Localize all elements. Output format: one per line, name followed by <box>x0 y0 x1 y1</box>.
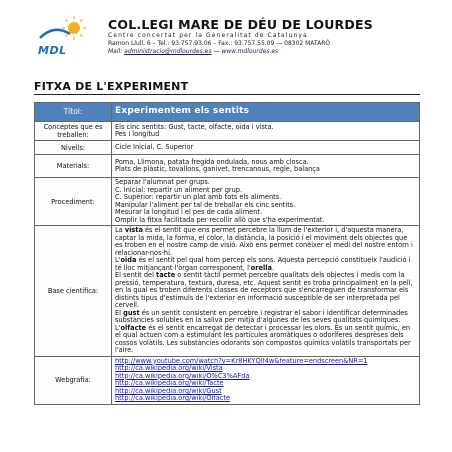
mail-label: Mail: <box>108 48 123 55</box>
levels-label: Nivells: <box>35 141 112 155</box>
school-name: COL.LEGI MARE DE DÉU DE LOURDES <box>108 17 373 32</box>
title-value: Experimentem els sentits <box>112 103 420 122</box>
website-link[interactable]: www.mdlourdes.es <box>221 48 279 55</box>
science-label: Base científica: <box>35 226 112 357</box>
table-row-title <box>35 103 420 122</box>
school-logo-icon <box>34 14 96 62</box>
table-row-materials <box>35 155 420 178</box>
concepts-line: Els cinc sentits: Gust, tacte, olfacte, oïda i vista. <box>115 122 274 131</box>
webgrafia-link[interactable]: http://www.youtube.com/watch?v=Kr8HKYQlf4w&feature=endscreen&NR=1 <box>115 357 368 365</box>
title-label: Títol: <box>35 103 112 122</box>
table-row-webgrafia <box>35 356 420 405</box>
table-row-science <box>35 226 420 357</box>
term-oida: oïda <box>120 256 137 264</box>
mail-link[interactable]: administracio@mdlourdes.es <box>124 48 212 55</box>
procedure-step: Manipular l'aliment per tal de treballar els cinc sentits. <box>115 200 296 209</box>
text-run: és el sentit encarregat de detectar i processar les olors. És un sentit químic, en el qual actuen com a estimulant les partícules aromàtiques o odoríferes desprèses dels cossos volàtils. Les substàncies odorants són compostos químics volàtils transportats per l'aire. <box>115 323 411 354</box>
procedure-step: C. Inicial: repartir un aliment per grup. <box>115 185 243 194</box>
concepts-label: Conceptes que es treballen: <box>35 122 112 141</box>
webgrafia-link[interactable]: http://ca.wikipedia.org/wiki/Olfacte <box>115 395 231 403</box>
webgrafia-link[interactable]: http://ca.wikipedia.org/wiki/O%C3%AFda <box>115 372 250 380</box>
title-divider <box>34 94 420 95</box>
procedure-step: Separar l'alumnat per grups. <box>115 178 210 186</box>
procedure-label: Procediment: <box>35 178 112 226</box>
document-title: FITXA DE L'EXPERIMENT <box>34 80 189 93</box>
levels-value: Cicle Inicial, C. Superior <box>112 141 420 155</box>
text-run: El sentit del <box>115 271 157 279</box>
school-mail-line <box>108 48 373 56</box>
text-run: L' <box>115 323 121 332</box>
webgrafia-label: Webgrafia: <box>35 356 112 405</box>
procedure-step: Mesurar la longitud i el pes de cada aliment. <box>115 208 263 216</box>
webgrafia-link[interactable]: http://ca.wikipedia.org/wiki/Gust <box>115 387 222 395</box>
school-info <box>108 17 373 56</box>
science-value <box>112 226 420 357</box>
text-run: El <box>115 308 124 317</box>
term-tacte: tacte <box>156 271 176 279</box>
text-run: o sentit tàctil permet percebre qualitats dels objectes i medis com la pressió, temperatura, textura, duresa, etc. Aquest sentit es troba principalment en la pell, en la qual es troben diferents classes de receptors que s'encarreguen de transformar els distints tipus d'estímuls de l'exterior en informació susceptible de ser interpretada pel cervell. <box>115 271 413 309</box>
webgrafia-link[interactable]: http://ca.wikipedia.org/wiki/Tacte <box>115 380 224 388</box>
mail-separator: — <box>211 48 222 55</box>
experiment-table <box>34 102 420 405</box>
science-paragraph-olfacte <box>115 325 416 355</box>
concepts-line: Pes i longitud <box>115 130 160 138</box>
text-run: és el sentit pel qual hom percep els sons. Aquesta percepció constitueix l'audició i té lloc mitjançant l'òrgan corresponent, l' <box>115 256 411 272</box>
materials-line: Plats de plàstic, tovallons, ganivet, trencanous, regle, balança <box>115 165 320 173</box>
school-address: Ramon Llull, 6 – Tel.: 93.757.93.06 – Fax.: 93.757.55.09 — 08302 MATARÓ <box>108 40 331 47</box>
text-run: . <box>271 263 275 272</box>
materials-line: Poma, Llimona, patata fregida ondulada, nous amb closca. <box>115 157 309 166</box>
text-run: L' <box>115 256 121 264</box>
science-paragraph-tacte <box>115 272 416 310</box>
science-paragraph-gust <box>115 310 416 325</box>
letterhead <box>34 14 434 66</box>
table-row-levels <box>35 141 420 155</box>
science-paragraph-vista <box>115 227 416 257</box>
term-vista: vista <box>124 226 143 234</box>
table-row-procedure <box>35 178 420 226</box>
text-run: La <box>115 226 125 234</box>
table-row-concepts <box>35 122 420 141</box>
logo-text: MDL <box>38 44 67 57</box>
materials-label: Materials: <box>35 155 112 178</box>
procedure-step: C. Superior: repartir un plat amb tots els aliments. <box>115 193 282 201</box>
text-run: és un sentit consistent en percebre i registrar el sabor i identificar determinades substàncies solubles en la saliva per mitjà d'algunes de les seves qualitats químiques. <box>115 308 408 324</box>
school-subtitle: Centre concertat per la Generalitat de Catalunya <box>108 32 308 39</box>
concepts-value <box>112 122 420 141</box>
term-orella: orella <box>250 263 272 272</box>
procedure-value <box>112 178 420 226</box>
webgrafia-link[interactable]: http://ca.wikipedia.org/wiki/Vista <box>115 365 223 373</box>
term-gust: gust <box>123 308 140 317</box>
term-olfacte: olfacte <box>120 323 147 332</box>
science-paragraph-oida <box>115 257 416 272</box>
text-run: és el sentit que ens permet percebre la llum de l'exterior i, d'aquesta manera, captar la mida, la forma, el color, la distància, la posició i el moviment dels objectes que es troben en el nostre camp de visió. Això ens permet conèixer el medi del nostre entorn i relacionar-nos-hi. <box>115 226 413 257</box>
materials-value <box>112 155 420 178</box>
procedure-step: Omplir la fitxa facilitada per recollir allò que s'ha experimentat. <box>115 215 325 224</box>
webgrafia-value <box>112 356 420 405</box>
